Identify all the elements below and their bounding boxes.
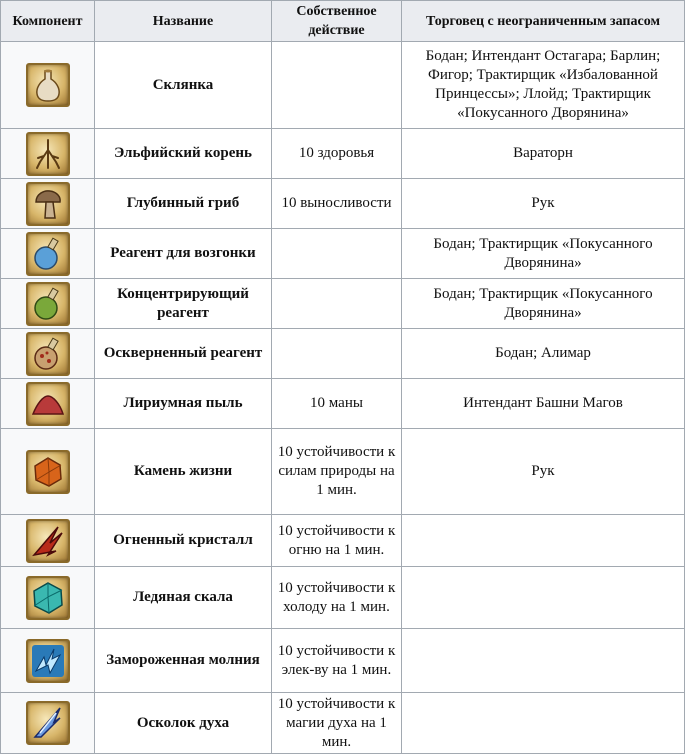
component-merchant: Бодан; Алимар	[402, 329, 685, 379]
table-row	[1, 693, 685, 754]
component-name: Лириумная пыль	[95, 379, 272, 429]
mushroom-icon	[26, 182, 70, 226]
component-merchant: Рук	[402, 179, 685, 229]
component-name: Эльфийский корень	[95, 129, 272, 179]
table-row	[1, 379, 685, 429]
component-effect	[272, 229, 402, 279]
component-name: Огненный кристалл	[95, 515, 272, 567]
component-merchant: Бодан; Трактирщик «Покусанного Дворянина»	[402, 229, 685, 279]
header-name: Название	[95, 1, 272, 42]
component-effect: 10 устойчивости к силам природы на 1 мин.	[272, 429, 402, 515]
component-effect: 10 устойчивости к огню на 1 мин.	[272, 515, 402, 567]
component-effect	[272, 42, 402, 129]
header-row	[1, 1, 685, 42]
component-effect	[272, 329, 402, 379]
component-merchant: Бодан; Интендант Остагара; Барлин; Фигор; Трактирщик «Избалованной Принцессы»; Ллойд; Трактирщик «Покусанного Дворянина»	[402, 42, 685, 129]
spirit-shard-icon	[26, 701, 70, 745]
header-component: Компонент	[1, 1, 95, 42]
component-merchant	[402, 515, 685, 567]
ice-rock-icon	[26, 576, 70, 620]
table-row	[1, 179, 685, 229]
component-name: Реагент для возгонки	[95, 229, 272, 279]
flask-icon	[26, 63, 70, 107]
table-row	[1, 129, 685, 179]
table-row	[1, 229, 685, 279]
component-merchant	[402, 693, 685, 754]
table-row	[1, 279, 685, 329]
component-name: Камень жизни	[95, 429, 272, 515]
table-row	[1, 329, 685, 379]
component-merchant: Рук	[402, 429, 685, 515]
green-potion-icon	[26, 282, 70, 326]
header-effect: Собственное действие	[272, 1, 402, 42]
component-merchant	[402, 629, 685, 693]
lyrium-dust-icon	[26, 382, 70, 426]
component-effect: 10 маны	[272, 379, 402, 429]
table-row	[1, 515, 685, 567]
component-merchant: Бодан; Трактирщик «Покусанного Дворянина»	[402, 279, 685, 329]
table-row	[1, 629, 685, 693]
component-effect: 10 устойчивости к элек-ву на 1 мин.	[272, 629, 402, 693]
component-name: Ледяная скала	[95, 567, 272, 629]
component-effect: 10 устойчивости к магии духа на 1 мин.	[272, 693, 402, 754]
component-name: Оскверненный реагент	[95, 329, 272, 379]
component-name: Осколок духа	[95, 693, 272, 754]
table-row	[1, 42, 685, 129]
root-icon	[26, 132, 70, 176]
header-merchant: Торговец с неограниченным запасом	[402, 1, 685, 42]
blue-potion-icon	[26, 232, 70, 276]
component-name: Замороженная молния	[95, 629, 272, 693]
component-effect: 10 здоровья	[272, 129, 402, 179]
component-effect	[272, 279, 402, 329]
component-merchant: Вараторн	[402, 129, 685, 179]
component-effect: 10 устойчивости к холоду на 1 мин.	[272, 567, 402, 629]
component-name: Глубинный гриб	[95, 179, 272, 229]
table-row	[1, 429, 685, 515]
component-merchant	[402, 567, 685, 629]
component-name: Склянка	[95, 42, 272, 129]
red-potion-icon	[26, 332, 70, 376]
component-merchant: Интендант Башни Магов	[402, 379, 685, 429]
frozen-lightning-icon	[26, 639, 70, 683]
component-effect: 10 выносливости	[272, 179, 402, 229]
table-row	[1, 567, 685, 629]
lifestone-icon	[26, 450, 70, 494]
component-name: Концентрирующий реагент	[95, 279, 272, 329]
fire-crystal-icon	[26, 519, 70, 563]
